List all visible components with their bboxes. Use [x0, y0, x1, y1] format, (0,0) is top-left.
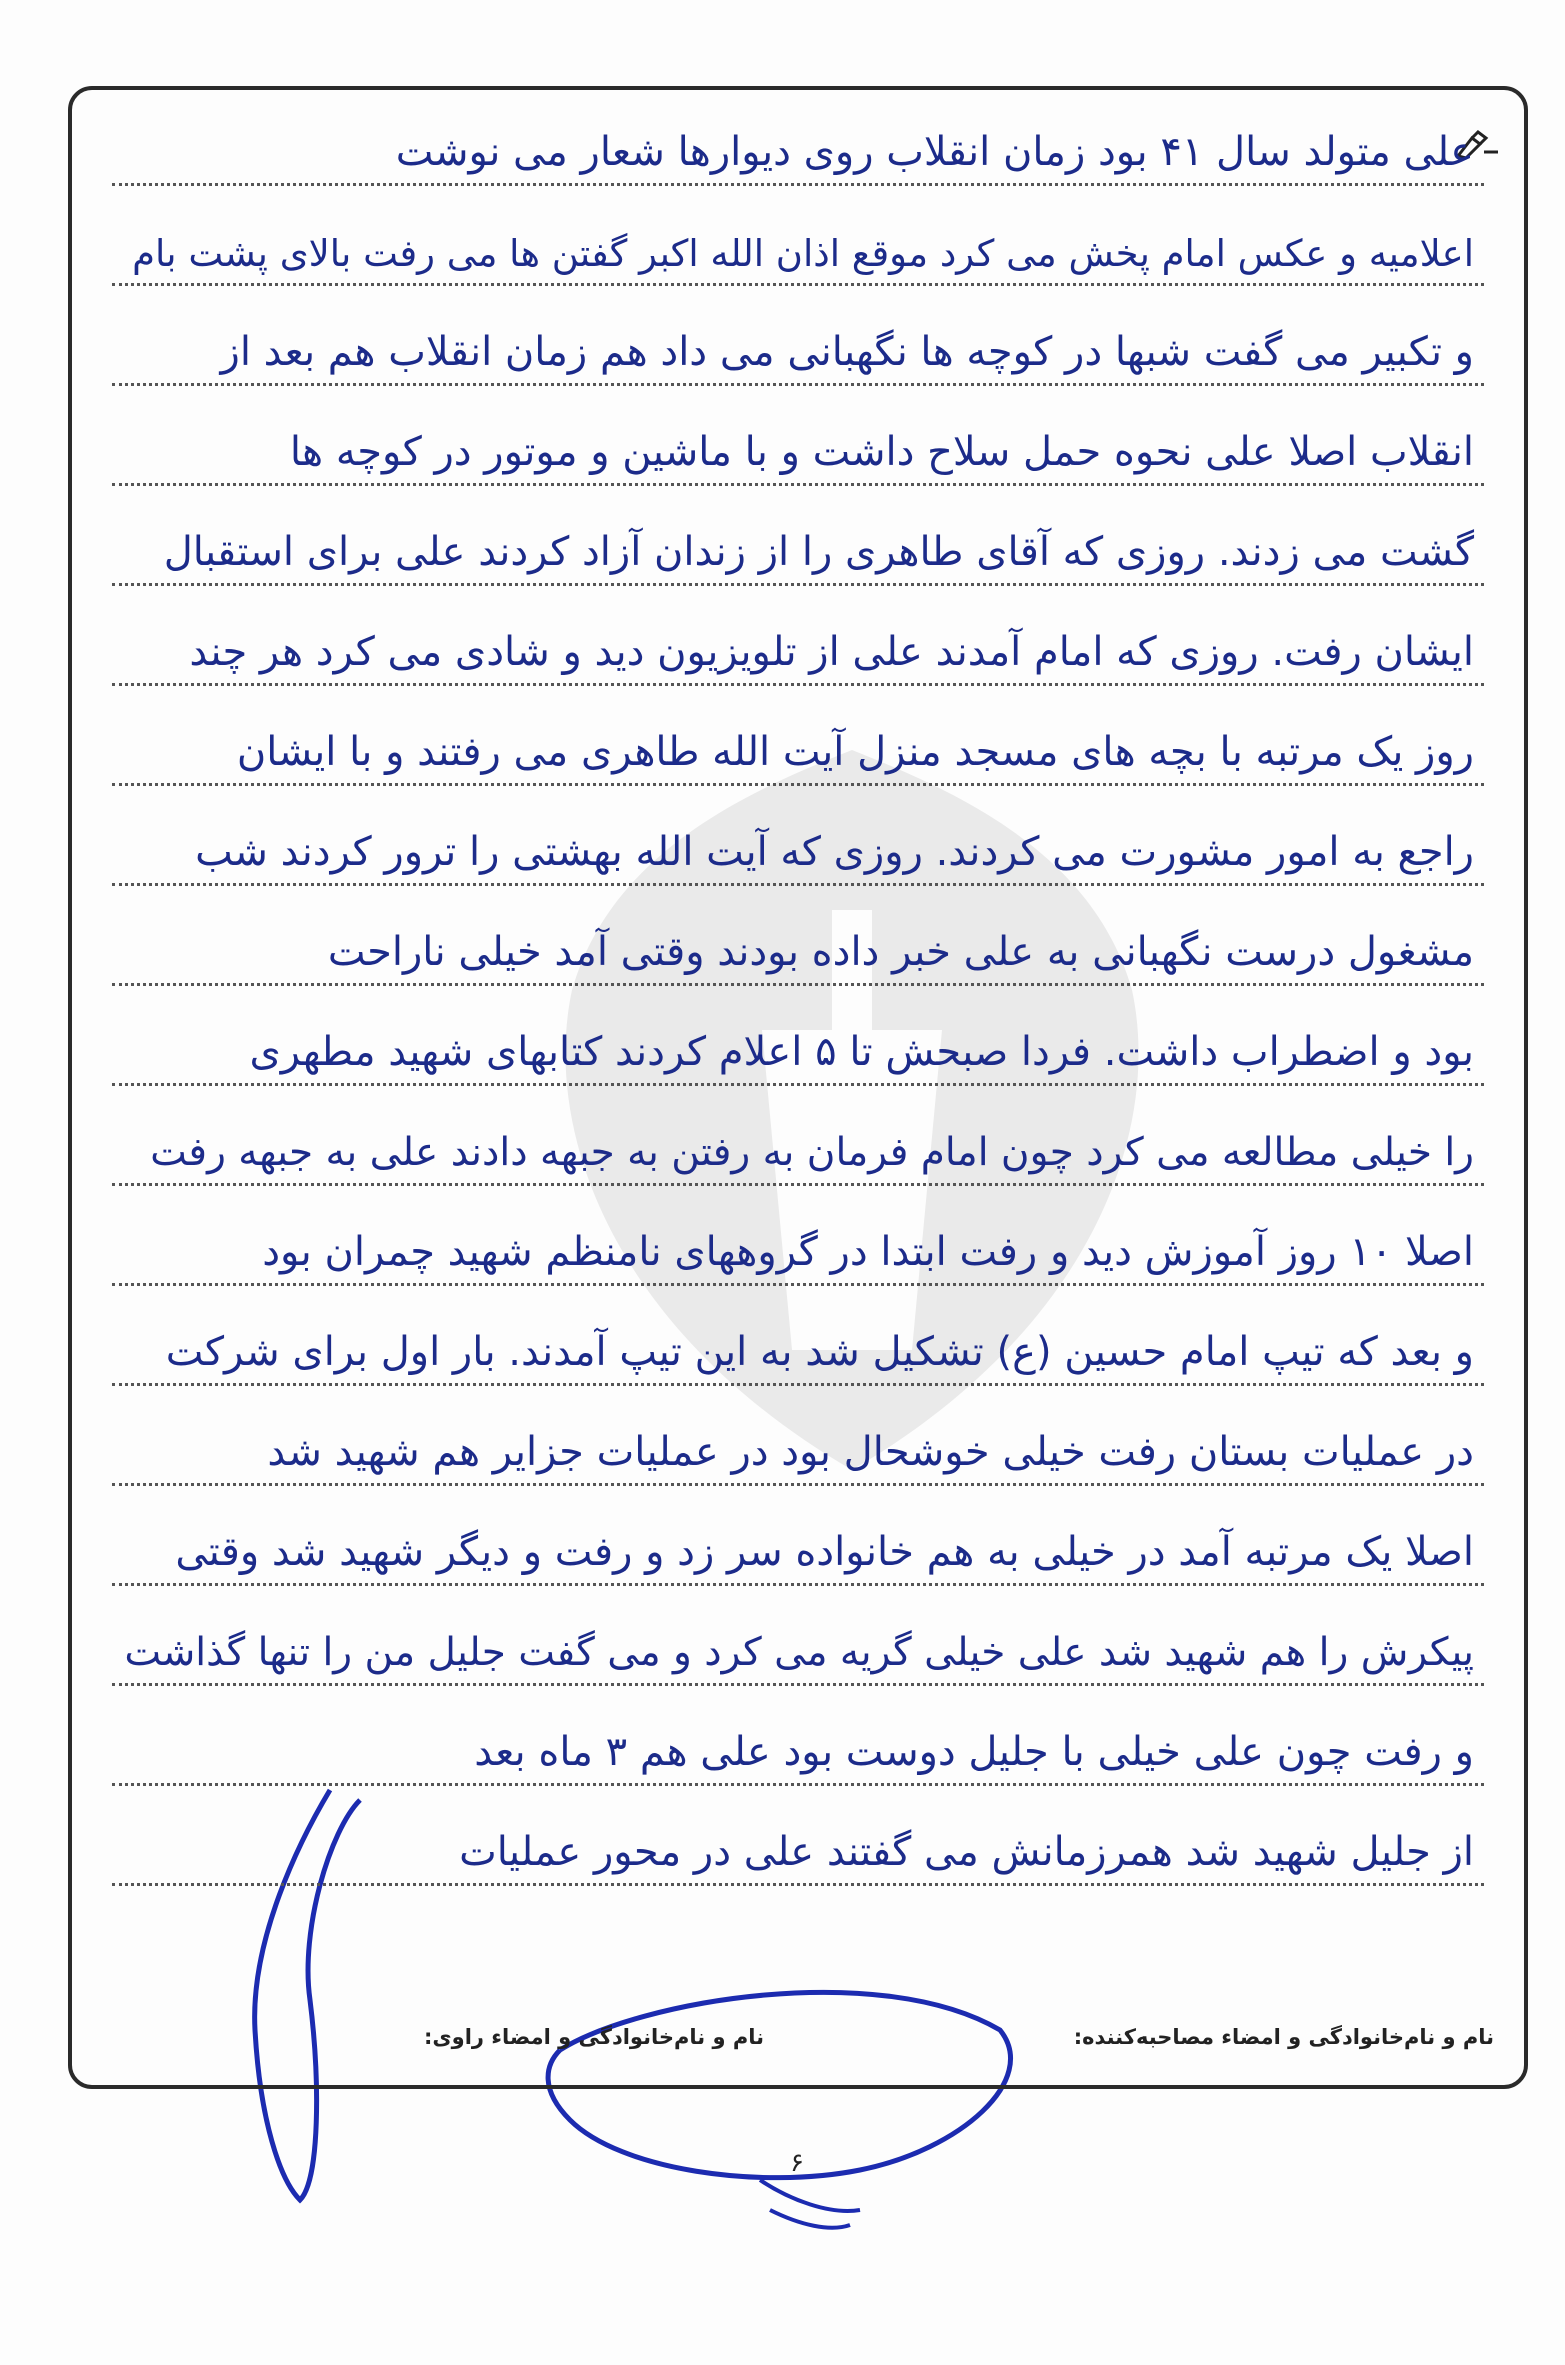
handwritten-text: اصلا یک مرتبه آمد در خیلی به هم خانواده سر زد و رفت و دیگر شهید شد وقتی [175, 1529, 1474, 1575]
ruled-lines [112, 90, 1484, 1990]
ruled-line [112, 1196, 1484, 1286]
ruled-line [112, 696, 1484, 786]
page-number: ۶ [790, 2148, 804, 2178]
handwritten-text: در عملیات بستان رفت خیلی خوشحال بود در عملیات جزایر هم شهید شد [267, 1429, 1474, 1475]
ruled-line [112, 496, 1484, 586]
ruled-line [112, 196, 1484, 286]
ruled-line [112, 796, 1484, 886]
handwritten-text: پیکرش را هم شهید شد علی خیلی گریه می کرد و می گفت جلیل من را تنها گذاشت [124, 1630, 1474, 1675]
handwritten-text: علی متولد سال ۴۱ بود زمان انقلاب روی دیوارها شعار می نوشت [395, 129, 1474, 175]
ruled-line [112, 1496, 1484, 1586]
handwritten-text: مشغول درست نگهبانی به علی خبر داده بودند وقتی آمد خیلی ناراحت [327, 929, 1474, 975]
ruled-line [112, 396, 1484, 486]
interviewer-signature-label: نام و نام‌خانوادگی و امضاء مصاحبه‌کننده: [1073, 2025, 1494, 2049]
handwritten-text: و تکبیر می گفت شبها در کوچه ها نگهبانی می داد هم زمان انقلاب هم بعد از [220, 329, 1474, 375]
ruled-line [112, 296, 1484, 386]
ruled-line [112, 596, 1484, 686]
narrator-signature-label: نام و نام‌خانوادگی و امضاء راوی: [424, 2025, 764, 2049]
handwritten-text: بود و اضطراب داشت. فردا صبحش تا ۵ اعلام کردند کتابهای شهید مطهری [249, 1029, 1474, 1075]
ruled-line [112, 1696, 1484, 1786]
handwritten-text: ایشان رفت. روزی که امام آمدند علی از تلویزیون دید و شادی می کرد هر چند [189, 629, 1474, 675]
ruled-line [112, 1796, 1484, 1886]
handwritten-text: گشت می زدند. روزی که آقای طاهری را از زندان آزاد کردند علی برای استقبال [163, 529, 1474, 575]
ruled-line [112, 1596, 1484, 1686]
handwritten-text: از جلیل شهید شد همرزمانش می گفتند علی در محور عملیات [459, 1829, 1474, 1875]
handwritten-text: اصلا ۱۰ روز آموزش دید و رفت ابتدا در گروههای نامنظم شهید چمران بود [262, 1229, 1474, 1275]
page-frame [68, 86, 1528, 2089]
handwritten-text: و رفت چون علی خیلی با جلیل دوست بود علی هم ۳ ماه بعد [474, 1729, 1474, 1775]
ruled-line [112, 96, 1484, 186]
handwritten-text: انقلاب اصلا علی نحوه حمل سلاح داشت و با ماشین و موتور در کوچه ها [289, 429, 1474, 475]
ruled-line [112, 996, 1484, 1086]
handwritten-text: و بعد که تیپ امام حسین (ع) تشکیل شد به این تیپ آمدند. بار اول برای شرکت [165, 1329, 1474, 1375]
handwritten-text: اعلامیه و عکس امام پخش می کرد موقع اذان الله اکبر گفتن ها می رفت بالای پشت بام [132, 232, 1474, 275]
ruled-line [112, 1296, 1484, 1386]
handwritten-text: راجع به امور مشورت می کردند. روزی که آیت الله بهشتی را ترور کردند شب [195, 829, 1474, 875]
handwritten-text: روز یک مرتبه با بچه های مسجد منزل آیت الله طاهری می رفتند و با ایشان [236, 729, 1474, 775]
ruled-line [112, 1396, 1484, 1486]
ruled-line [112, 896, 1484, 986]
handwritten-text: را خیلی مطالعه می کرد چون امام فرمان به رفتن به جبهه دادند علی به جبهه رفت [150, 1130, 1474, 1175]
ruled-line [112, 1096, 1484, 1186]
